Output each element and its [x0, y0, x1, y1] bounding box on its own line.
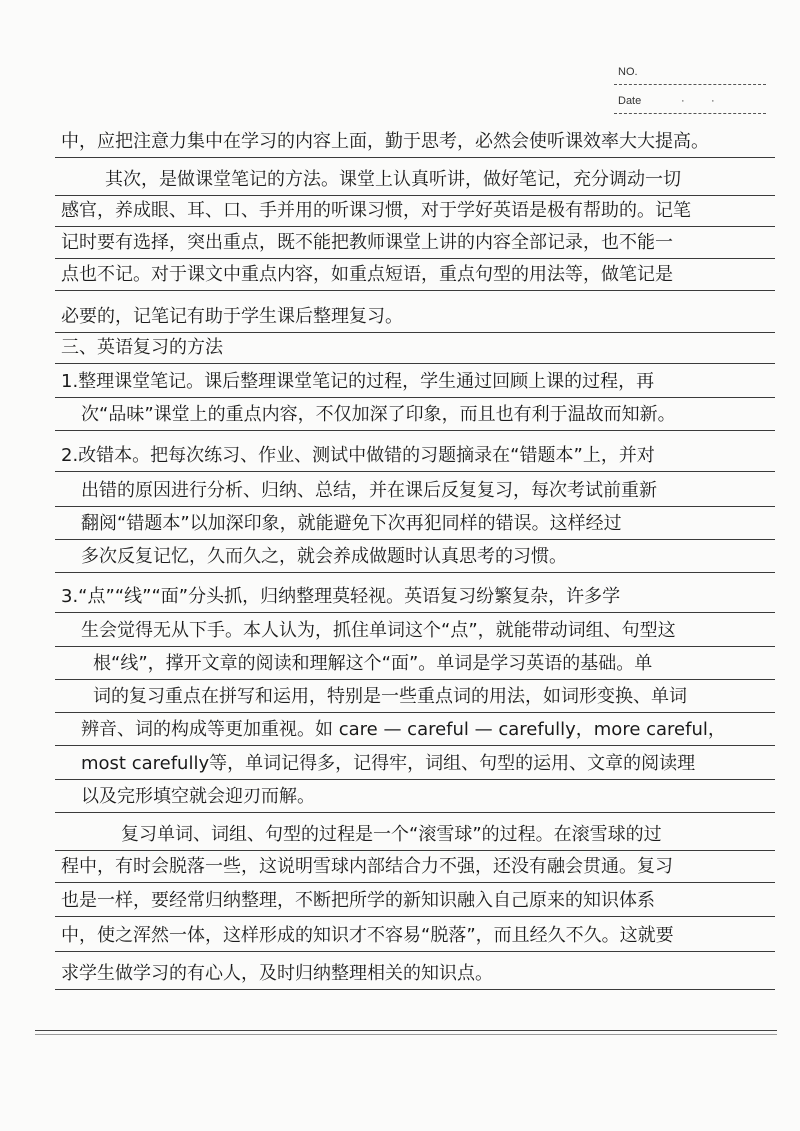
date-label: Date — [618, 95, 642, 107]
text-line: 感官，养成眼、耳、口、手并用的听课习惯，对于学好英语是极有帮助的。记笔 — [55, 196, 775, 227]
text-line: 程中，有时会脱落一些，这说明雪球内部结合力不强，还没有融会贯通。复习 — [55, 852, 775, 883]
number-label: NO. — [618, 66, 638, 78]
text-line: 其次，是做课堂笔记的方法。课堂上认真听讲，做好笔记，充分调动一切 — [55, 165, 775, 196]
bottom-rule-shadow — [35, 1034, 777, 1035]
text-line: 1.整理课堂笔记。课后整理课堂笔记的过程，学生通过回顾上课的过程，再 — [55, 367, 775, 398]
text-line: 次“品味”课堂上的重点内容，不仅加深了印象，而且也有利于温故而知新。 — [55, 400, 775, 431]
text-line: most carefully等，单词记得多，记得牢，词组、句型的运用、文章的阅读理 — [55, 749, 775, 780]
bottom-rule — [35, 1030, 777, 1031]
text-line: 多次反复记忆，久而久之，就会养成做题时认真思考的习惯。 — [55, 542, 775, 573]
text-line: 中，使之浑然一体，这样形成的知识才不容易“脱落”，而且经久不久。这就要 — [55, 921, 775, 952]
text-line: 根“线”，撑开文章的阅读和理解这个“面”。单词是学习英语的基础。单 — [55, 649, 775, 680]
date-separator-dot: · — [711, 95, 715, 107]
text-line: 记时要有选择，突出重点，既不能把教师课堂上讲的内容全部记录，也不能一 — [55, 228, 775, 259]
text-line: 必要的，记笔记有助于学生课后整理复习。 — [55, 302, 775, 333]
date-separator-dot: · — [681, 95, 685, 107]
text-line: 辨音、词的构成等更加重视。如 care — careful — carefully，more careful， — [55, 715, 775, 746]
text-line: 中，应把注意力集中在学习的内容上面，勤于思考，必然会使听课效率大大提高。 — [55, 127, 775, 158]
number-field-rule — [614, 84, 766, 85]
text-line: 翻阅“错题本”以加深印象，就能避免下次再犯同样的错误。这样经过 — [55, 509, 775, 540]
text-line: 出错的原因进行分析、归纳、总结，并在课后反复复习，每次考试前重新 — [55, 476, 775, 507]
text-line: 词的复习重点在拼写和运用，特别是一些重点词的用法，如词形变换、单词 — [55, 682, 775, 713]
date-field-rule — [614, 113, 766, 114]
text-line: 以及完形填空就会迎刃而解。 — [55, 782, 775, 813]
section-heading: 三、英语复习的方法 — [55, 333, 775, 364]
text-line: 2.改错本。把每次练习、作业、测试中做错的习题摘录在“错题本”上，并对 — [55, 441, 775, 472]
text-line: 也是一样，要经常归纳整理，不断把所学的新知识融入自己原来的知识体系 — [55, 886, 775, 917]
text-line: 求学生做学习的有心人，及时归纳整理相关的知识点。 — [55, 959, 775, 990]
text-line: 生会觉得无从下手。本人认为，抓住单词这个“点”，就能带动词组、句型这 — [55, 616, 775, 647]
text-line: 复习单词、词组、句型的过程是一个“滚雪球”的过程。在滚雪球的过 — [55, 820, 775, 851]
text-line: 点也不记。对于课文中重点内容，如重点短语，重点句型的用法等，做笔记是 — [55, 260, 775, 291]
text-line: 3.“点”“线”“面”分头抓，归纳整理莫轻视。英语复习纷繁复杂，许多学 — [55, 582, 775, 613]
